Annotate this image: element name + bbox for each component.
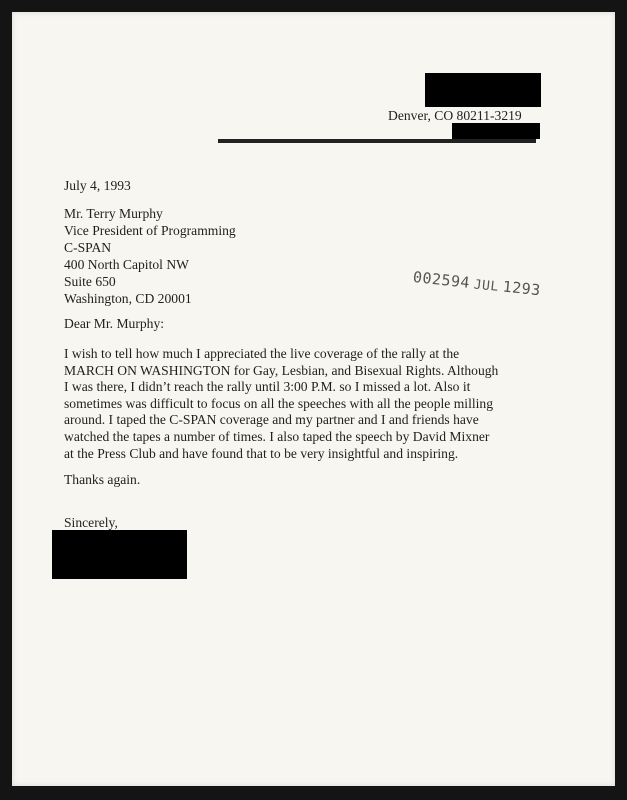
redaction-address — [452, 123, 540, 139]
received-date-stamp — [412, 268, 541, 299]
recipient-line: 400 North Capitol NW — [64, 257, 189, 272]
recipient-line: C-SPAN — [64, 240, 112, 255]
letter-date: July 4, 1993 — [64, 178, 131, 193]
return-address: Denver, CO 80211-3219 — [388, 108, 522, 123]
letterhead-rule — [218, 139, 536, 143]
recipient-line: Mr. Terry Murphy — [64, 206, 163, 221]
body-line: watched the tapes a number of times. I also taped the speech by David Mixner — [64, 428, 490, 444]
recipient-line: Suite 650 — [64, 274, 116, 289]
thanks-line: Thanks again. — [64, 472, 141, 487]
salutation: Dear Mr. Murphy: — [64, 316, 165, 331]
redaction-signature — [52, 530, 187, 579]
body-line: I was there, I didn’t reach the rally until 3:00 P.M. so I missed a lot. Also it — [64, 379, 471, 395]
letter-page — [12, 12, 615, 786]
recipient-line: Washington, CD 20001 — [64, 291, 192, 306]
body-line: sometimes was difficult to focus on all the speeches with all the people milling — [64, 395, 493, 411]
stamp-number: 002594 — [412, 268, 471, 292]
body-line: at the Press Club and have found that to be very insightful and inspiring. — [64, 445, 459, 461]
letter-body — [64, 346, 498, 462]
redaction-top — [425, 73, 541, 107]
closing: Sincerely, — [64, 515, 118, 530]
recipient-line: Vice President of Programming — [64, 223, 236, 238]
body-line: MARCH ON WASHINGTON for Gay, Lesbian, and Bisexual Rights. Although — [64, 362, 499, 378]
stamp-date: 1293 — [501, 277, 542, 300]
body-line: I wish to tell how much I appreciated the live coverage of the rally at the — [64, 346, 460, 361]
stamp-month: JUL — [472, 277, 500, 295]
body-line: around. I taped the C-SPAN coverage and my partner and I and friends have — [64, 412, 479, 428]
recipient-address — [64, 206, 236, 308]
